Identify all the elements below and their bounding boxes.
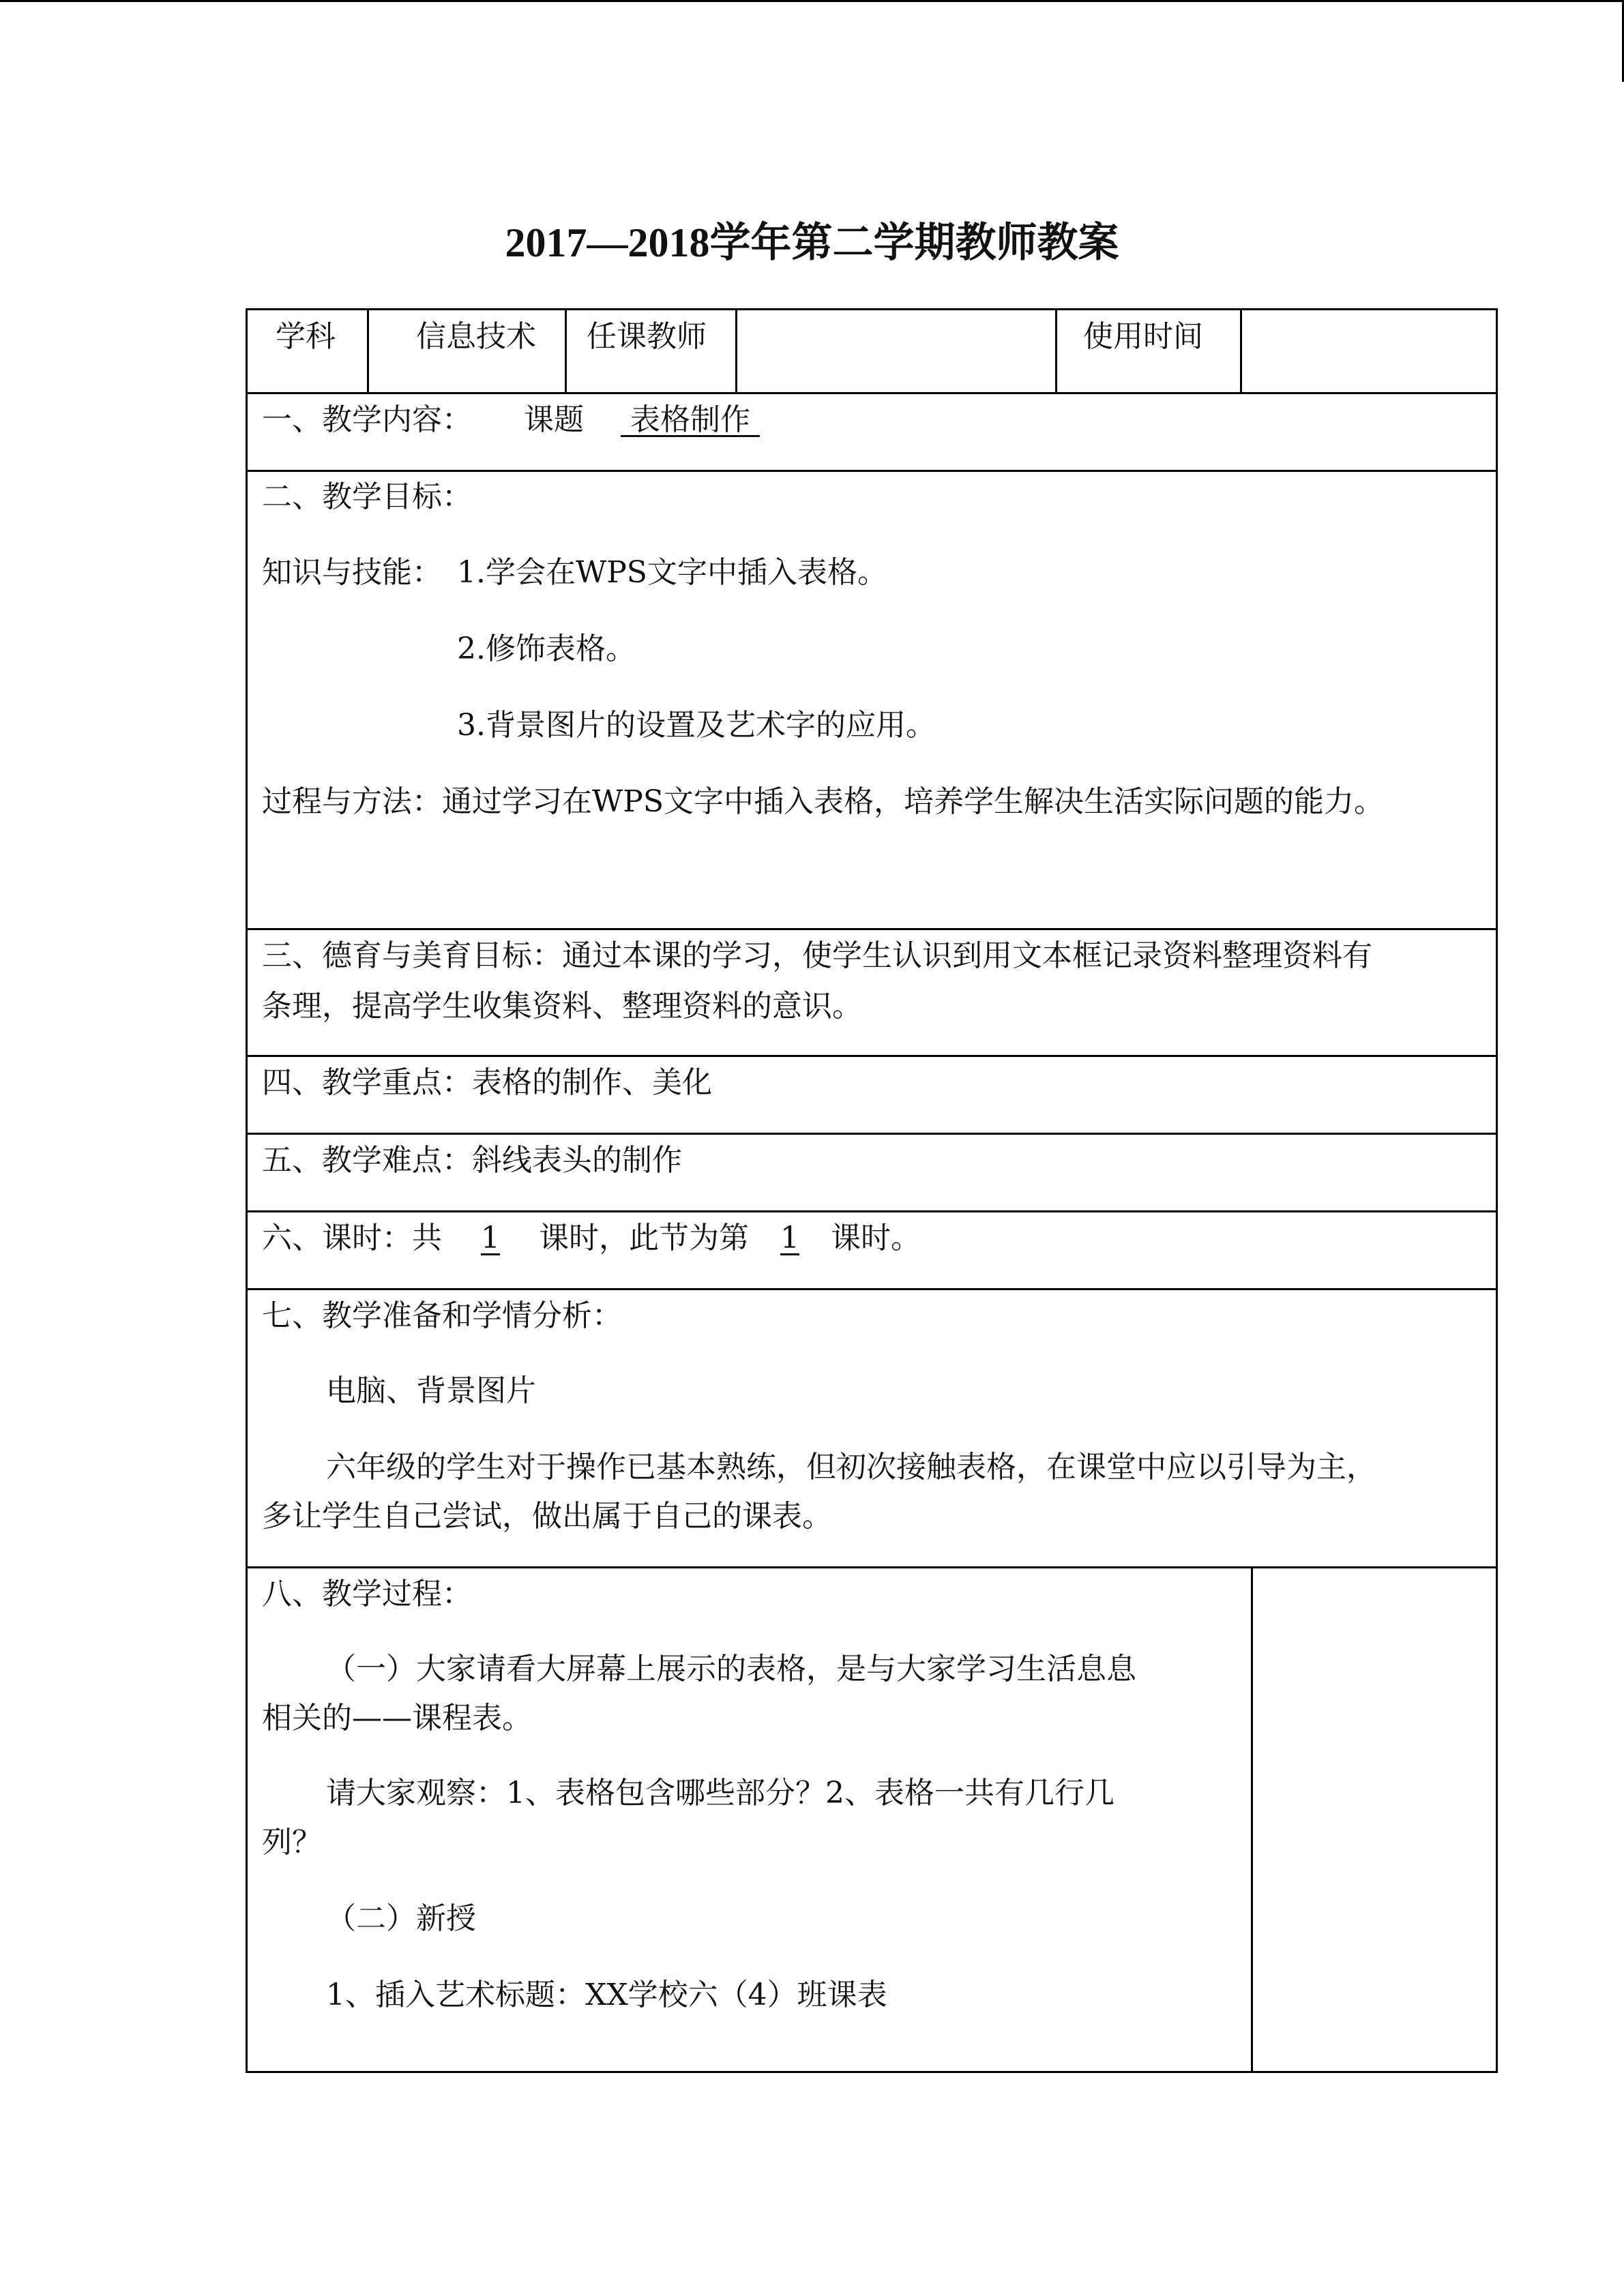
prep-heading: 七、教学准备和学情分析： (262, 1298, 622, 1333)
topic-value: 表格制作 (621, 402, 760, 437)
teacher-label: 任课教师 (587, 319, 707, 354)
knowledge-label: 知识与技能： (262, 555, 442, 590)
prep-analysis-line: 多让学生自己尝试，做出属于自己的课表。 (262, 1499, 832, 1534)
row-divider (246, 1055, 1498, 1057)
content-label: 一、教学内容： (262, 402, 472, 437)
knowledge-item: 1.学会在WPS文字中插入表格。 (457, 555, 887, 590)
key-point: 四、教学重点：表格的制作、美化 (262, 1065, 712, 1100)
notes-column-divider (1251, 1566, 1253, 2073)
top-border-line (0, 0, 1624, 2)
row-divider (246, 1566, 1498, 1568)
row-divider (246, 470, 1498, 472)
hours-middle: 课时，此节为第 (539, 1221, 749, 1255)
subject-value: 信息技术 (416, 319, 536, 354)
knowledge-item: 3.背景图片的设置及艺术字的应用。 (457, 708, 936, 743)
process-paragraph: 相关的——课程表。 (262, 1701, 532, 1735)
row-divider (246, 1210, 1498, 1212)
prep-analysis-line: 六年级的学生对于操作已基本熟练，但初次接触表格，在课堂中应以引导为主， (326, 1450, 1376, 1485)
process-paragraph: 请大家观察：1、表格包含哪些部分？2、表格一共有几行几 (326, 1776, 1114, 1810)
hours-current: 1 (780, 1221, 799, 1255)
column-divider (565, 308, 567, 393)
process-paragraph: 列？ (262, 1825, 322, 1860)
moral-goal-line: 条理，提高学生收集资料、整理资料的意识。 (262, 989, 862, 1024)
column-divider (367, 308, 369, 393)
page-title: 2017—2018学年第二学期教师教案 (505, 220, 1119, 265)
row-divider (246, 392, 1498, 394)
hours-line (262, 1223, 921, 1253)
process-heading: 八、教学过程： (262, 1577, 472, 1611)
row-divider (246, 1288, 1498, 1290)
hours-suffix: 课时。 (831, 1221, 921, 1255)
row-divider (246, 1133, 1498, 1135)
column-divider (1240, 308, 1242, 393)
column-divider (1055, 308, 1057, 393)
process-paragraph: 1、插入艺术标题：XX学校六（4）班课表 (326, 1978, 887, 2012)
process-paragraph: （二）新授 (326, 1901, 476, 1936)
prep-materials: 电脑、背景图片 (326, 1373, 536, 1408)
subject-label: 学科 (276, 319, 336, 354)
knowledge-item: 2.修饰表格。 (457, 631, 636, 666)
process-paragraph: （一）大家请看大屏幕上展示的表格，是与大家学习生活息息 (326, 1652, 1136, 1686)
moral-goal-line: 三、德育与美育目标：通过本课的学习，使学生认识到用文本框记录资料整理资料有 (262, 938, 1372, 973)
topic-label: 课题 (524, 402, 584, 437)
hours-prefix: 六、课时：共 (262, 1221, 442, 1255)
goals-heading: 二、教学目标： (262, 479, 472, 514)
column-divider (735, 308, 737, 393)
time-label: 使用时间 (1083, 319, 1203, 354)
row-divider (246, 928, 1498, 930)
difficulty: 五、教学难点：斜线表头的制作 (262, 1143, 682, 1178)
hours-total: 1 (481, 1221, 500, 1255)
process-method: 过程与方法：通过学习在WPS文字中插入表格，培养学生解决生活实际问题的能力。 (262, 784, 1384, 819)
